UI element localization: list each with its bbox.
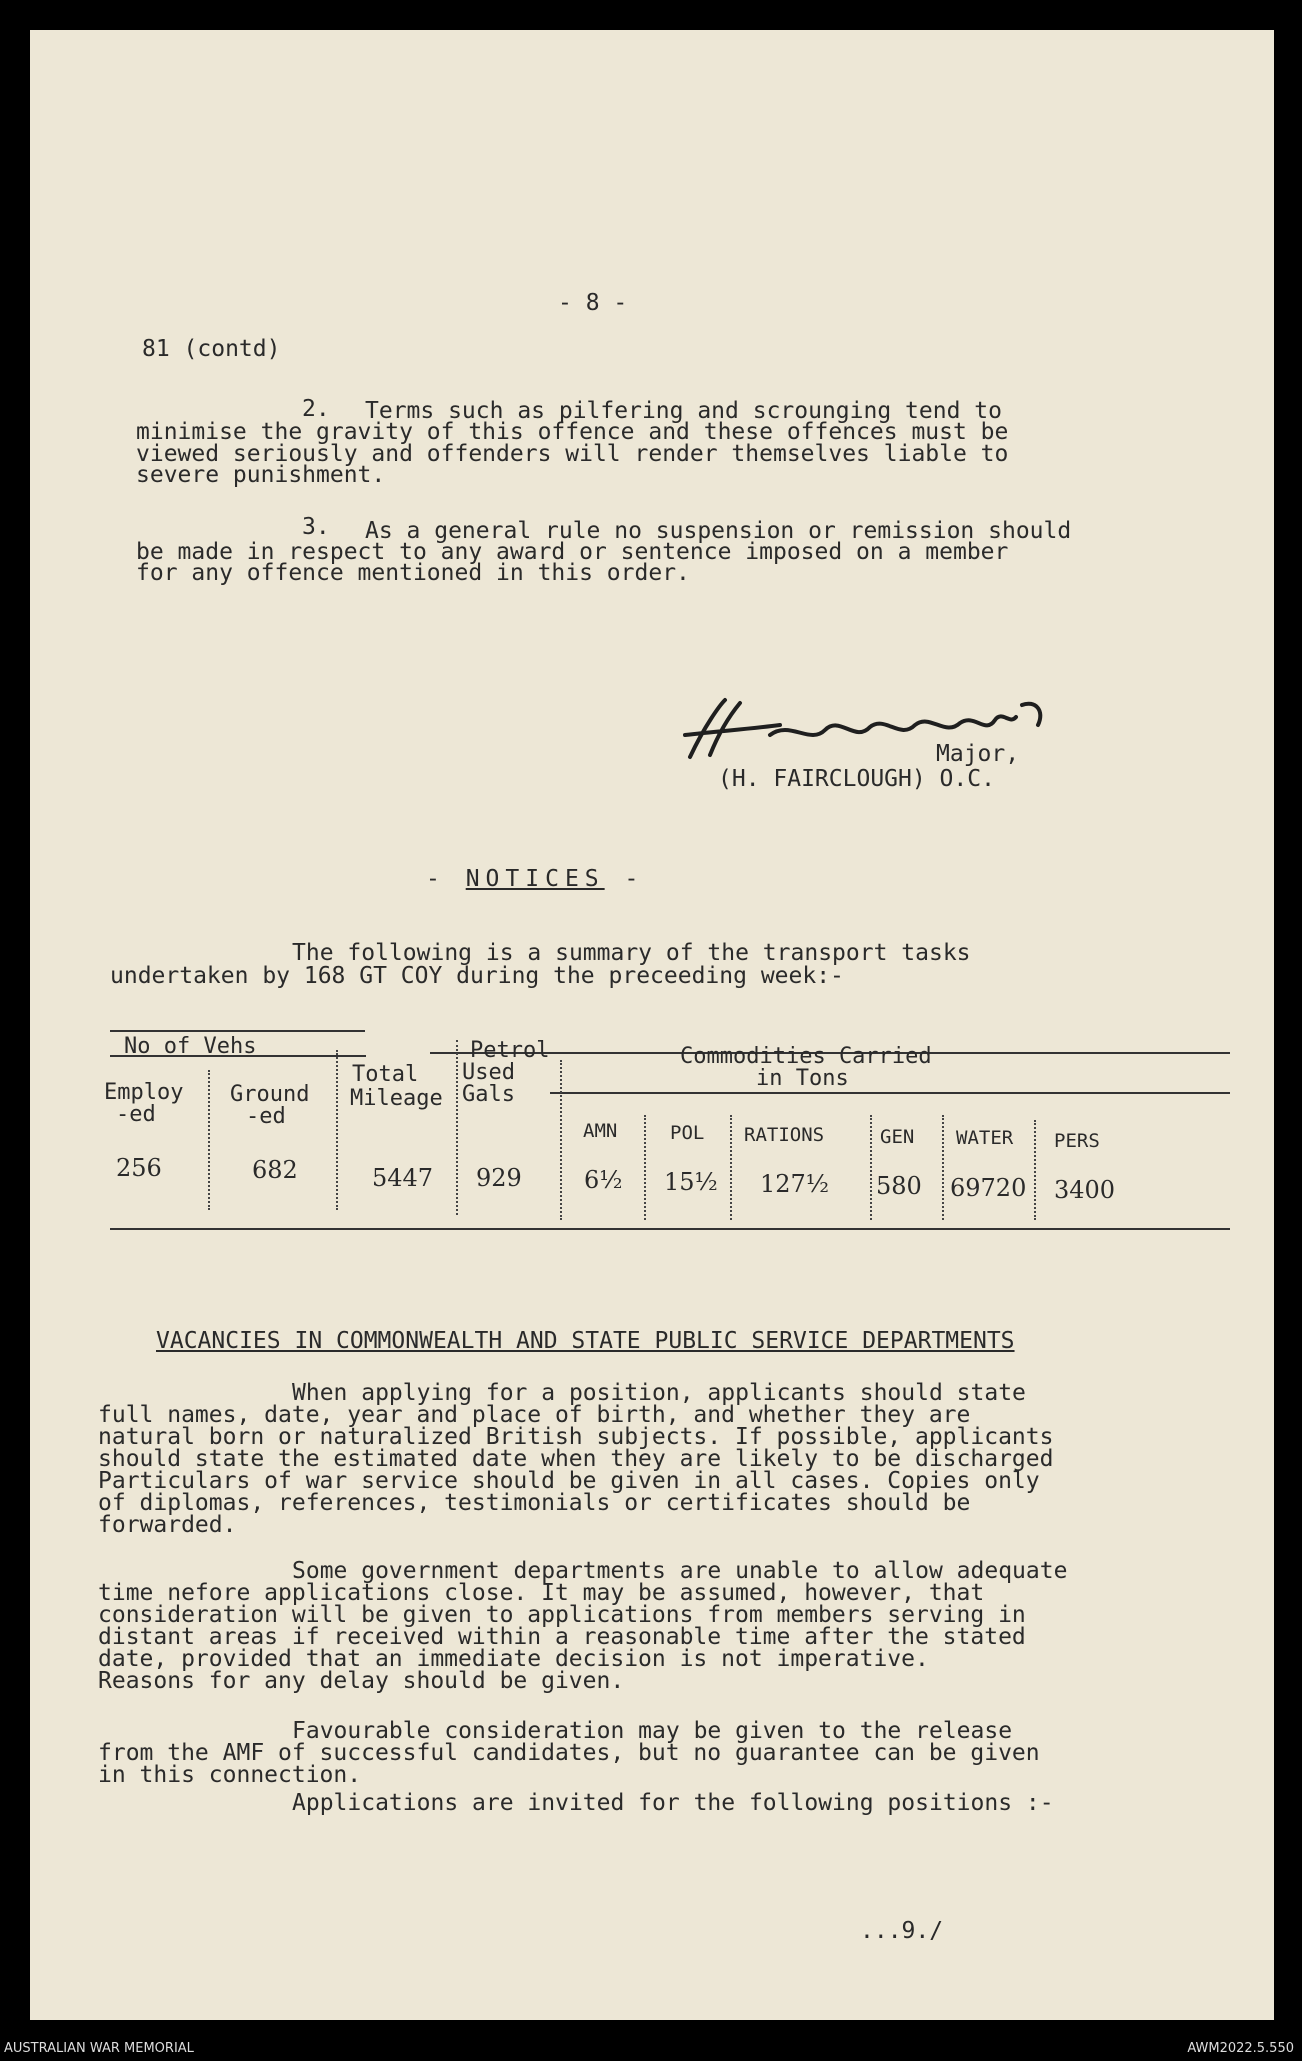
value-employed: 256 bbox=[116, 1154, 162, 1182]
para3-number: 3. bbox=[302, 514, 330, 540]
continuation-marker: ...9./ bbox=[860, 1918, 944, 1944]
vac-para2-line-5: date, provided that an immediate decision is not imperative. bbox=[98, 1646, 929, 1672]
vac-para1-line-6: of diplomas, references, testimonials or certificates should be bbox=[98, 1490, 971, 1516]
para3-line-2: be made in respect to any award or sentence imposed on a member bbox=[136, 539, 1009, 565]
notices-intro-line-1: The following is a summary of the transport tasks bbox=[292, 940, 971, 966]
vac-para2-line-4: distant areas if received within a reasonable time after the stated bbox=[98, 1624, 1026, 1650]
header-gen: GEN bbox=[880, 1126, 915, 1148]
document-page bbox=[30, 30, 1274, 2020]
header-grounded-1: Ground bbox=[230, 1082, 310, 1107]
notices-heading: - NOTICES - bbox=[426, 866, 645, 892]
vac-para1-line-5: Particulars of war service should be given in all cases. Copies only bbox=[98, 1468, 1040, 1494]
header-amn: AMN bbox=[583, 1120, 618, 1142]
vac-para1-line-4: should state the estimated date when they are likely to be discharged bbox=[98, 1446, 1054, 1472]
footer-right: AWM2022.5.550 bbox=[1187, 2041, 1294, 2056]
para2-number: 2. bbox=[302, 396, 330, 422]
table-divider bbox=[644, 1115, 648, 1220]
vac-para4: Applications are invited for the following positions :- bbox=[292, 1790, 1054, 1816]
vac-para1-line-2: full names, date, year and place of birth, and whether they are bbox=[98, 1402, 971, 1428]
vac-para3-line-3: in this connection. bbox=[98, 1762, 362, 1788]
footer-left: AUSTRALIAN WAR MEMORIAL bbox=[4, 2041, 194, 2056]
notices-heading-text: NOTICES bbox=[465, 866, 605, 892]
header-petrol-2: Used bbox=[462, 1060, 515, 1085]
notices-intro-line-2: undertaken by 168 GT COY during the preceeding week:- bbox=[110, 963, 844, 989]
vac-para2-line-2: time nefore applications close. It may be assumed, however, that bbox=[98, 1580, 985, 1606]
vac-para3-line-2: from the AMF of successful candidates, but no guarantee can be given bbox=[98, 1740, 1040, 1766]
signature-rank: Major, bbox=[936, 741, 1020, 767]
vac-para2-line-3: consideration will be given to applications from members serving in bbox=[98, 1602, 1026, 1628]
value-petrol: 929 bbox=[476, 1164, 522, 1192]
table-divider bbox=[1034, 1120, 1038, 1220]
header-pol: POL bbox=[670, 1122, 705, 1144]
footer-bar bbox=[0, 2039, 1302, 2061]
signature-name: (H. FAIRCLOUGH) O.C. bbox=[718, 766, 995, 792]
table-divider bbox=[456, 1040, 460, 1215]
table-divider bbox=[208, 1070, 212, 1210]
value-water: 69720 bbox=[950, 1174, 1027, 1202]
header-employed-2: -ed bbox=[116, 1102, 156, 1127]
header-commodities-2: in Tons bbox=[756, 1066, 849, 1091]
section-ref: 81 (contd) bbox=[142, 336, 281, 362]
header-petrol-1: Petrol bbox=[470, 1038, 550, 1063]
header-commodities-1: Commodities Carried bbox=[680, 1044, 932, 1069]
page-number: - 8 - bbox=[558, 290, 628, 316]
header-mileage-2: Mileage bbox=[350, 1086, 443, 1111]
vac-para2-line-1: Some government departments are unable to allow adequate bbox=[292, 1558, 1068, 1584]
vac-para1-line-1: When applying for a position, applicants should state bbox=[292, 1380, 1026, 1406]
value-pol: 15½ bbox=[664, 1168, 718, 1196]
para3-line-3: for any offence mentioned in this order. bbox=[136, 560, 690, 586]
header-grounded-2: -ed bbox=[246, 1104, 286, 1129]
value-grounded: 682 bbox=[252, 1156, 298, 1184]
para2-line-1: Terms such as pilfering and scrounging tend to bbox=[365, 398, 1002, 424]
para2-line-3: viewed seriously and offenders will render themselves liable to bbox=[136, 441, 1009, 467]
value-rations: 127½ bbox=[760, 1170, 830, 1198]
vac-para1-line-7: forwarded. bbox=[98, 1512, 237, 1538]
value-gen: 580 bbox=[876, 1172, 922, 1200]
table-commodities-rule bbox=[550, 1092, 1230, 1094]
vac-para2-line-6: Reasons for any delay should be given. bbox=[98, 1668, 625, 1694]
table-divider bbox=[560, 1060, 564, 1220]
header-petrol-3: Gals bbox=[462, 1082, 515, 1107]
value-mileage: 5447 bbox=[372, 1164, 434, 1192]
header-employed-1: Employ bbox=[104, 1080, 184, 1105]
table-bottom-rule bbox=[110, 1228, 1230, 1230]
vac-para1-line-3: natural born or naturalized British subjects. If possible, applicants bbox=[98, 1424, 1054, 1450]
table-divider bbox=[870, 1115, 874, 1220]
table-divider bbox=[336, 1050, 340, 1210]
vac-para3-line-1: Favourable consideration may be given to the release bbox=[292, 1718, 1013, 1744]
header-rations: RATIONS bbox=[744, 1124, 825, 1146]
vacancies-heading: VACANCIES IN COMMONWEALTH AND STATE PUBLIC SERVICE DEPARTMENTS bbox=[156, 1328, 1015, 1354]
table-divider bbox=[730, 1115, 734, 1220]
table-top-rule bbox=[110, 1030, 365, 1032]
para2-line-2: minimise the gravity of this offence and these offences must be bbox=[136, 419, 1009, 445]
handwritten-signature bbox=[650, 695, 1120, 775]
header-pers: PERS bbox=[1054, 1130, 1100, 1152]
header-mileage-1: Total bbox=[352, 1062, 419, 1087]
table-divider bbox=[942, 1115, 946, 1220]
header-no-of-vehs: No of Vehs bbox=[124, 1034, 257, 1059]
para3-line-1: As a general rule no suspension or remission should bbox=[365, 518, 1072, 544]
para2-line-4: severe punishment. bbox=[136, 462, 386, 488]
header-water: WATER bbox=[956, 1127, 1014, 1149]
value-pers: 3400 bbox=[1054, 1176, 1116, 1204]
value-amn: 6½ bbox=[584, 1166, 623, 1194]
